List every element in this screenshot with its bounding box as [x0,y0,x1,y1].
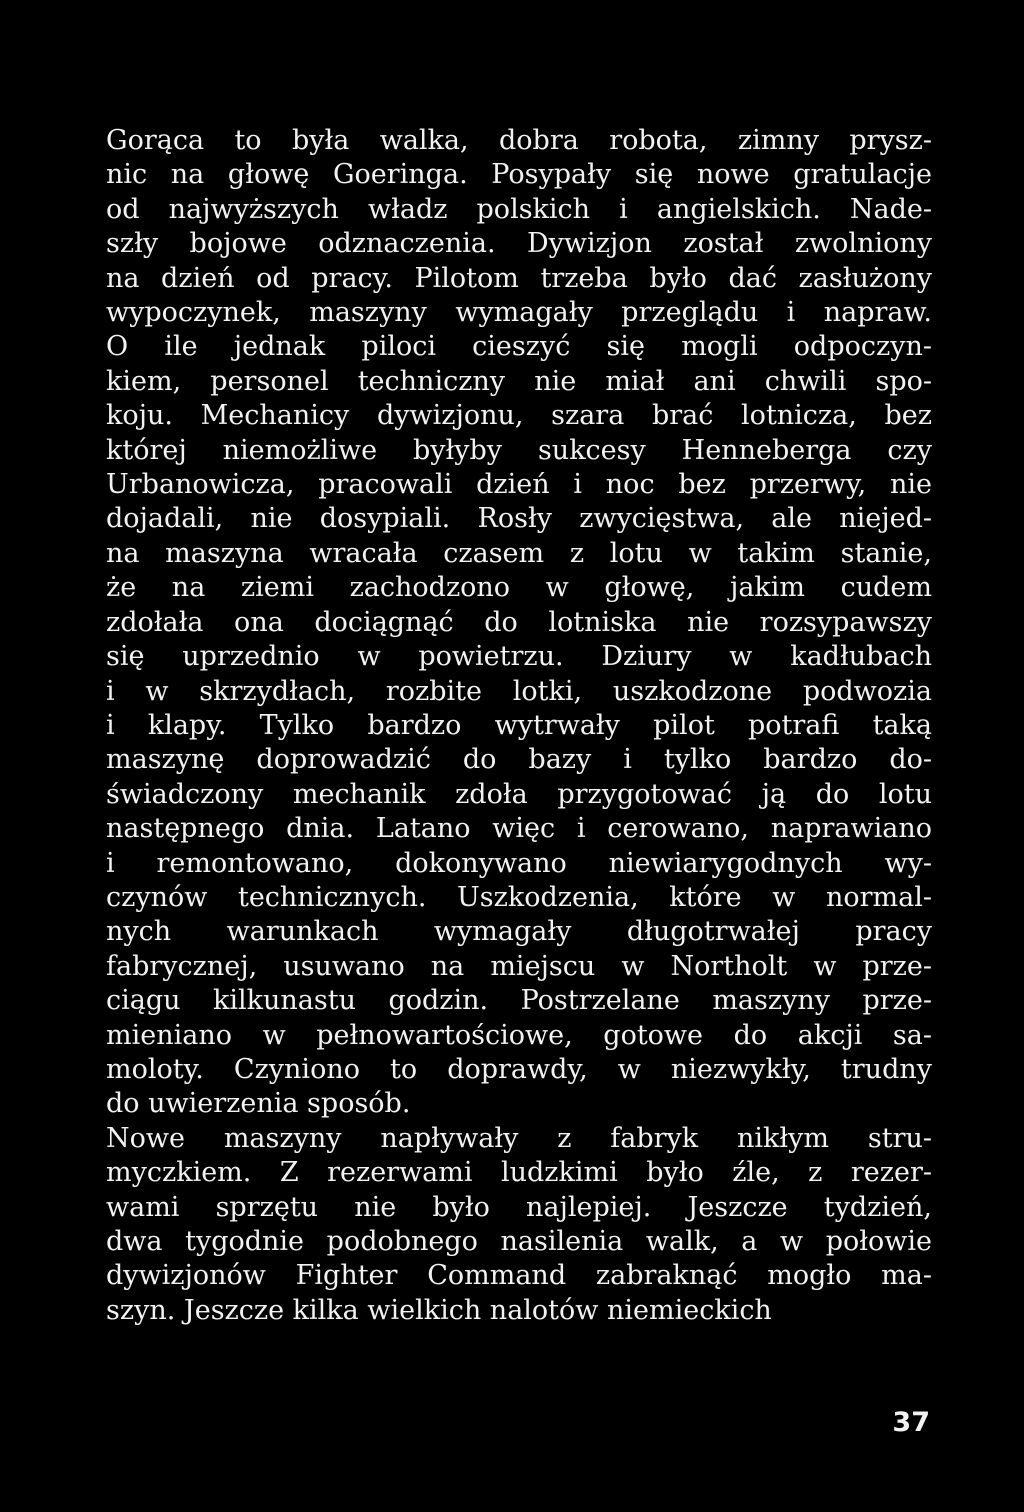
text-line: na dzień od pracy. Pilotom trzeba było dać zasłużony [106,262,932,294]
text-line: O ile jednak piloci cieszyć się mogli odpoczyn- [106,331,932,363]
text-line: kiem, personel techniczny nie miał ani chwili spo- [106,365,932,397]
text-line: mieniano w pełnowartościowe, gotowe do akcji sa- [106,1019,932,1051]
text-line: Urbanowicza, pracowali dzień i noc bez przerwy, nie [106,469,932,501]
text-line: Nowe maszyny napływały z fabryk nikłym stru- [106,1122,932,1154]
text-line: moloty. Czyniono to doprawdy, w niezwykły, trudny [106,1053,932,1085]
text-line: na maszyna wracała czasem z lotu w takim stanie, [106,537,932,569]
paragraph [106,1122,932,1328]
text-line: której niemożliwe byłyby sukcesy Henneberga czy [106,434,932,466]
text-line: się uprzednio w powietrzu. Dziury w kadłubach [106,641,932,673]
paragraph [106,124,932,1122]
body-text [106,124,932,1328]
text-line: następnego dnia. Latano więc i cerowano, naprawiano [106,813,932,845]
text-line: nych warunkach wymagały długotrwałej pracy [106,916,932,948]
text-line: od najwyższych władz polskich i angielskich. Nade- [106,193,932,225]
text-line: dwa tygodnie podobnego nasilenia walk, a w połowie [106,1226,932,1257]
text-line: dojadali, nie dosypiali. Rosły zwycięstwa, ale niejed- [106,503,932,535]
text-line: szły bojowe odznaczenia. Dywizjon został zwolniony [106,228,932,260]
text-line: nic na głowę Goeringa. Posypały się nowe gratulacje [106,159,932,191]
text-line: myczkiem. Z rezerwami ludzkimi było źle, z rezer- [106,1157,932,1189]
text-line: koju. Mechanicy dywizjonu, szara brać lotnicza, bez [106,400,932,432]
text-line: i w skrzydłach, rozbite lotki, uszkodzone podwozia [106,675,932,707]
book-page [106,124,932,1328]
text-line: Gorąca to była walka, dobra robota, zimny prysz- [106,125,932,156]
text-line: zdołała ona dociągnąć do lotniska nie rozsypawszy [106,606,932,638]
text-line: czynów technicznych. Uszkodzenia, które w normal- [106,881,932,913]
text-line: że na ziemi zachodzono w głowę, jakim cudem [106,572,932,604]
text-line: maszynę doprowadzić do bazy i tylko bardzo do- [106,744,932,776]
text-line: i klapy. Tylko bardzo wytrwały pilot potrafi taką [106,709,932,741]
text-line: szyn. Jeszcze kilka wielkich nalotów niemieckich [106,1294,772,1326]
text-line: dywizjonów Fighter Command zabraknąć mogło ma- [106,1260,932,1292]
text-line: do uwierzenia sposób. [106,1088,411,1120]
text-line: fabrycznej, usuwano na miejscu w Northolt w prze- [106,950,932,982]
text-line: wami sprzętu nie było najlepiej. Jeszcze tydzień, [106,1191,932,1223]
text-line: i remontowano, dokonywano niewiarygodnych wy- [106,847,932,879]
text-line: świadczony mechanik zdoła przygotować ją do lotu [106,778,932,810]
text-line: ciągu kilkunastu godzin. Postrzelane maszyny prze- [106,985,932,1017]
page-number: 37 [892,1407,930,1438]
text-line: wypoczynek, maszyny wymagały przeglądu i napraw. [106,297,932,329]
